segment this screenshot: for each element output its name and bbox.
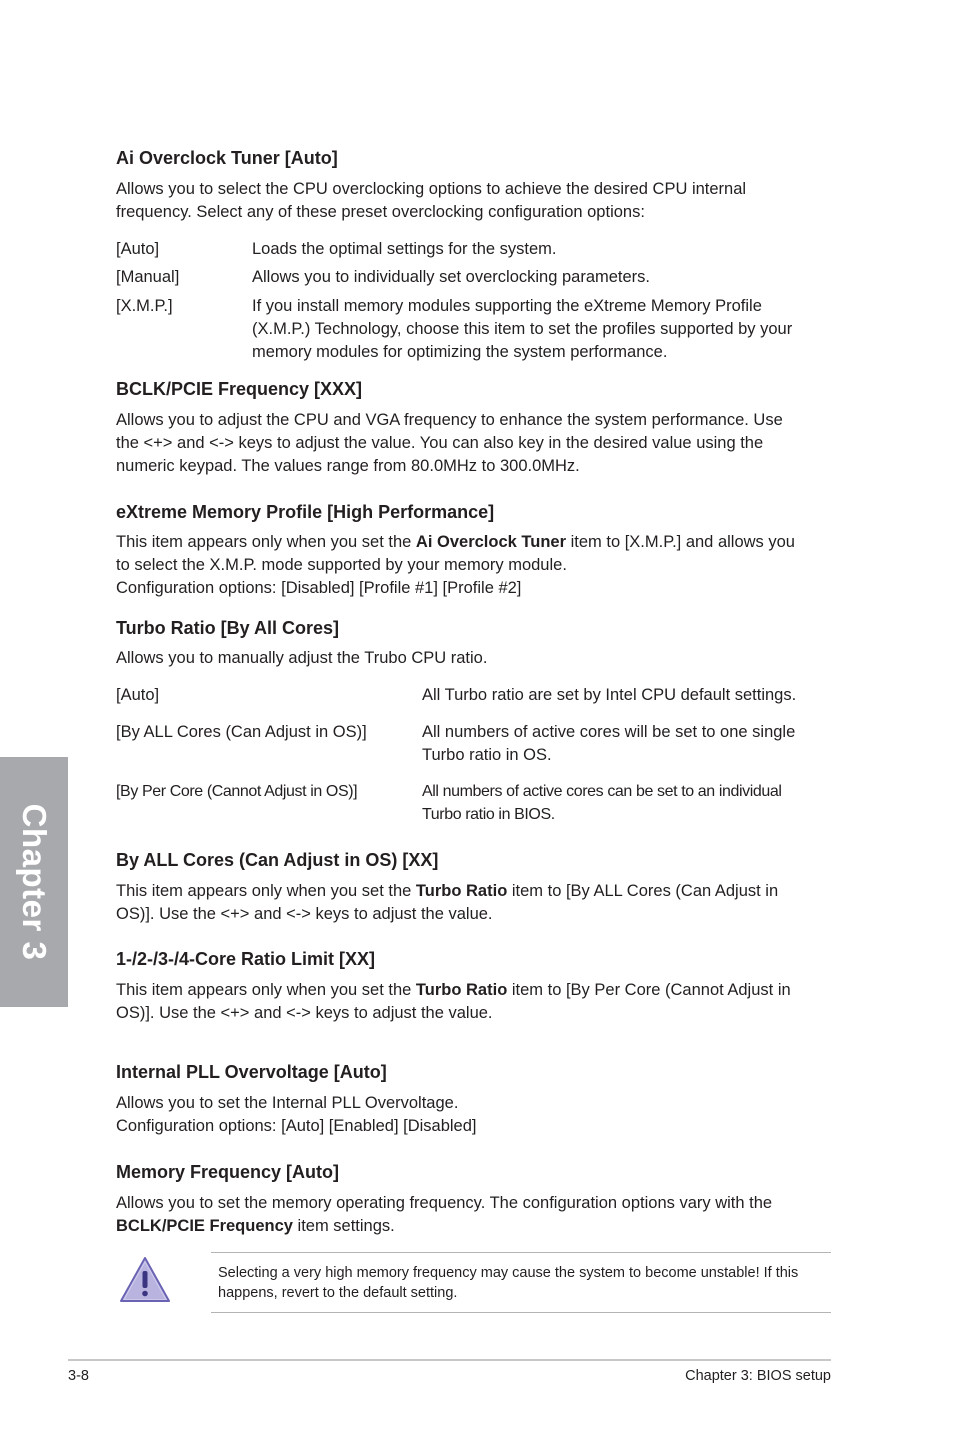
option-key: [X.M.P.]: [116, 297, 173, 315]
option-desc: Turbo ratio in BIOS.: [422, 806, 555, 823]
warning-triangle-icon: [118, 1255, 172, 1305]
turbo-desc-line1: Allows you to manually adjust the Trubo CPU ratio.: [116, 649, 488, 667]
option-desc: All numbers of active cores will be set to one single: [422, 723, 796, 741]
option-key: [By Per Core (Cannot Adjust in OS)]: [116, 783, 358, 800]
ai-overclock-desc-line1: Allows you to select the CPU overclocking options to achieve the desired CPU internal: [116, 180, 747, 198]
option-desc: Turbo ratio in OS.: [422, 746, 552, 764]
section-title-core-ratio: 1-/2-/3-/4-Core Ratio Limit [XX]: [116, 949, 376, 969]
page-number: 3-8: [68, 1368, 89, 1384]
option-desc: All Turbo ratio are set by Intel CPU default settings.: [422, 686, 797, 704]
bold-term: Turbo Ratio: [415, 882, 508, 900]
bclk-desc-line2: the <+> and <-> keys to adjust the value. You can also key in the desired value using the: [116, 434, 764, 452]
caution-top-rule: [211, 1252, 831, 1253]
option-desc: memory modules for optimizing the system performance.: [252, 343, 668, 361]
section-title-bclk: BCLK/PCIE Frequency [XXX]: [116, 379, 363, 399]
by-all-cores-desc-line2: OS)]. Use the <+> and <-> keys to adjust the value.: [116, 905, 493, 923]
section-title-memfreq: Memory Frequency [Auto]: [116, 1162, 340, 1182]
xmp-desc-line3: Configuration options: [Disabled] [Profile #1] [Profile #2]: [116, 579, 522, 597]
section-title-ai-overclock: Ai Overclock Tuner [Auto]: [116, 148, 338, 168]
memfreq-desc-line1: Allows you to set the memory operating frequency. The configuration options vary with the: [116, 1194, 773, 1212]
bold-term: BCLK/PCIE Frequency: [116, 1217, 293, 1235]
section-title-pll: Internal PLL Overvoltage [Auto]: [116, 1062, 387, 1082]
chapter-side-tab: [0, 757, 68, 1007]
option-desc: All numbers of active cores can be set to an individual: [422, 783, 782, 800]
bclk-desc-line1: Allows you to adjust the CPU and VGA frequency to enhance the system performance. Use: [116, 411, 783, 429]
option-key: [Auto]: [116, 686, 160, 704]
bclk-desc-line3: numeric keypad. The values range from 80.0MHz to 300.0MHz.: [116, 457, 580, 475]
option-key: [Auto]: [116, 240, 160, 258]
option-desc: Allows you to individually set overclocking parameters.: [252, 268, 651, 286]
section-title-xmp: eXtreme Memory Profile [High Performance]: [116, 502, 495, 522]
bold-term: Turbo Ratio: [415, 981, 508, 999]
by-all-cores-desc-line1: This item appears only when you set the Turbo Ratio item to [By ALL Cores (Can Adjust in: [116, 882, 779, 900]
caution-bottom-rule: [211, 1312, 831, 1313]
pll-desc-line1: Allows you to set the Internal PLL Overvoltage.: [116, 1094, 459, 1112]
pll-desc-line2: Configuration options: [Auto] [Enabled] [Disabled]: [116, 1117, 477, 1135]
bold-term: Ai Overclock Tuner: [415, 533, 567, 551]
footer-chapter-title: Chapter 3: BIOS setup: [685, 1368, 831, 1384]
option-key: [By ALL Cores (Can Adjust in OS)]: [116, 723, 367, 741]
option-desc: (X.M.P.) Technology, choose this item to set the profiles supported by your: [252, 320, 793, 338]
chapter-tab-label: Chapter 3: [16, 803, 53, 961]
ai-overclock-desc-line2: frequency. Select any of these preset overclocking configuration options:: [116, 203, 645, 221]
core-ratio-desc-line2: OS)]. Use the <+> and <-> keys to adjust the value.: [116, 1004, 493, 1022]
memfreq-desc-line2: BCLK/PCIE Frequency item settings.: [116, 1217, 395, 1235]
footer-rule: [68, 1359, 831, 1361]
core-ratio-desc-line1: This item appears only when you set the Turbo Ratio item to [By Per Core (Cannot Adjust in: [116, 981, 791, 999]
option-key: [Manual]: [116, 268, 180, 286]
xmp-desc-line2: to select the X.M.P. mode supported by your memory module.: [116, 556, 567, 574]
option-desc: Loads the optimal settings for the system.: [252, 240, 557, 258]
section-title-turbo: Turbo Ratio [By All Cores]: [116, 618, 340, 638]
caution-text: Selecting a very high memory frequency may cause the system to become unstable! If this happens, revert to the default setting.: [218, 1265, 799, 1301]
option-desc: If you install memory modules supporting the eXtreme Memory Profile: [252, 297, 762, 315]
xmp-desc-line1: This item appears only when you set the Ai Overclock Tuner item to [X.M.P.] and allows you: [116, 533, 795, 551]
section-title-by-all-cores: By ALL Cores (Can Adjust in OS) [XX]: [116, 850, 439, 870]
